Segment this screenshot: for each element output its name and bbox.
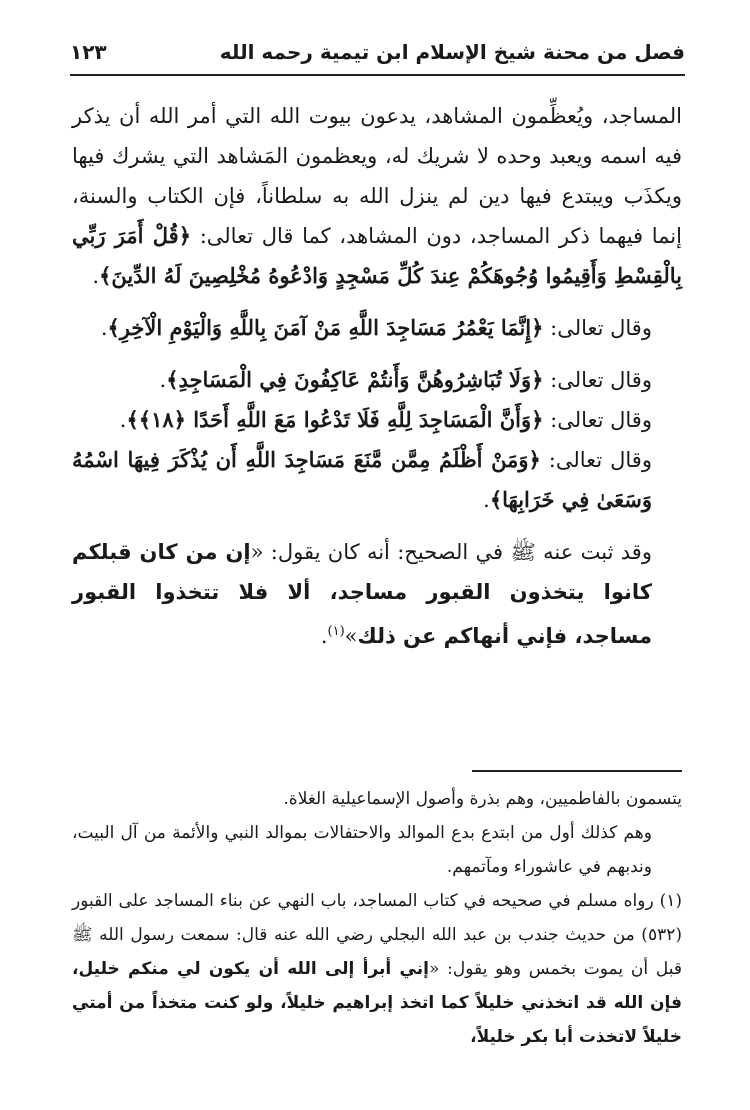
paragraph-6: [72, 532, 682, 656]
paragraph-3: [72, 360, 682, 400]
footnote-1-hadith: إني أبرأ إلى الله أن يكون لي منكم خليل، فإن الله قد اتخذني خليلاً كما اتخذ إبراهيم خليلاً، ولو كنت متخذاً من أمتي خليلاً لاتخذت أبا بكر خليلاً،: [72, 959, 682, 1047]
footnote-continued-2-text: وهم كذلك أول من ابتدع بدع الموالد والاحتفالات بموالد النبي والأئمة من آل البيت، وندبهم في عاشوراء ومآتمهم.: [72, 823, 652, 877]
footnote-continued: [72, 782, 682, 816]
footnote-1: [72, 884, 682, 1054]
page-header: [70, 30, 685, 76]
paragraph-4: [72, 400, 682, 440]
period: .: [119, 408, 127, 432]
paragraph-3-text: وقال تعالى:: [543, 368, 652, 392]
footnote-continued-text: يتسمون بالفاطميين، وهم بذرة وأصول الإسماعيلية الغلاة.: [283, 789, 682, 809]
paragraph-2: [72, 308, 682, 348]
paragraph-1-text: المساجد، ويُعظِّمون المشاهد، يدعون بيوت الله التي أمر الله أن يذكر فيه اسمه ويعبد وحده لا شريك له، ويعظمون المَشاهد التي يشرك فيها ويكذَب ويبتدع فيها دين لم ينزل الله به سلطاناً، فإن الكتاب والسنة، إنما فيهما ذكر المساجد، دون المشاهد، كما قال تعالى:: [72, 104, 682, 248]
quote-close: »: [344, 624, 358, 648]
footnote-separator: [472, 770, 682, 772]
main-text: [72, 96, 682, 656]
footnotes: [72, 782, 682, 1054]
quran-verse-1: ﴿قُلْ أَمَرَ رَبِّي بِالْقِسْطِ وَأَقِيمُوا وُجُوهَكُمْ عِندَ كُلِّ مَسْجِدٍ وَادْعُوهُ مُخْلِصِينَ لَهُ الدِّينَ﴾: [72, 223, 682, 288]
paragraph-1: [72, 96, 682, 296]
quran-verse-3: ﴿وَلَا تُبَاشِرُوهُنَّ وَأَنتُمْ عَاكِفُونَ فِي الْمَسَاجِدِ﴾: [166, 367, 544, 392]
page-number: ١٢٣: [70, 40, 107, 64]
period: .: [159, 368, 167, 392]
quran-verse-4: ﴿وَأَنَّ الْمَسَاجِدَ لِلَّهِ فَلَا تَدْعُوا مَعَ اللَّهِ أَحَدًا ﴿١٨﴾﴾: [126, 407, 544, 432]
quran-verse-5: ﴿وَمَنْ أَظْلَمُ مِمَّن مَّنَعَ مَسَاجِدَ اللَّهِ أَن يُذْكَرَ فِيهَا اسْمُهُ وَسَعَىٰ فِي خَرَابِهَا﴾: [72, 447, 652, 512]
footnote-continued-2: [72, 816, 682, 884]
period: .: [100, 316, 108, 340]
paragraph-6-text: وقد ثبت عنه ﷺ في الصحيح: أنه كان يقول: «: [250, 540, 652, 564]
paragraph-4-text: وقال تعالى:: [543, 408, 652, 432]
period: .: [92, 264, 100, 288]
paragraph-2-text: وقال تعالى:: [543, 316, 652, 340]
period: .: [483, 488, 490, 512]
quran-verse-2: ﴿إِنَّمَا يَعْمُرُ مَسَاجِدَ اللَّهِ مَنْ آمَنَ بِاللَّهِ وَالْيَوْمِ الْآخِرِ﴾: [107, 315, 544, 340]
running-title: فصل من محنة شيخ الإسلام ابن تيمية رحمه الله: [219, 40, 685, 64]
hadith-text: إن من كان قبلكم كانوا يتخذون القبور مساجد، ألا فلا تتخذوا القبور مساجد، فإني أنهاكم عن ذلك: [72, 540, 652, 648]
paragraph-5-text: وقال تعالى:: [540, 448, 652, 472]
footnote-1-number: (١): [659, 891, 682, 911]
paragraph-5: [72, 440, 682, 520]
period: .: [320, 624, 328, 648]
footnote-1-text: رواه مسلم في صحيحه في كتاب المساجد، باب النهي عن بناء المساجد على القبور (٥٣٢) من حديث جندب بن عبد الله البجلي رضي الله عنه قال: سمعت رسول الله ﷺ قبل أن يموت بخمس وهو يقول: «: [72, 891, 682, 979]
footnote-ref-1[interactable]: (١): [327, 624, 345, 639]
